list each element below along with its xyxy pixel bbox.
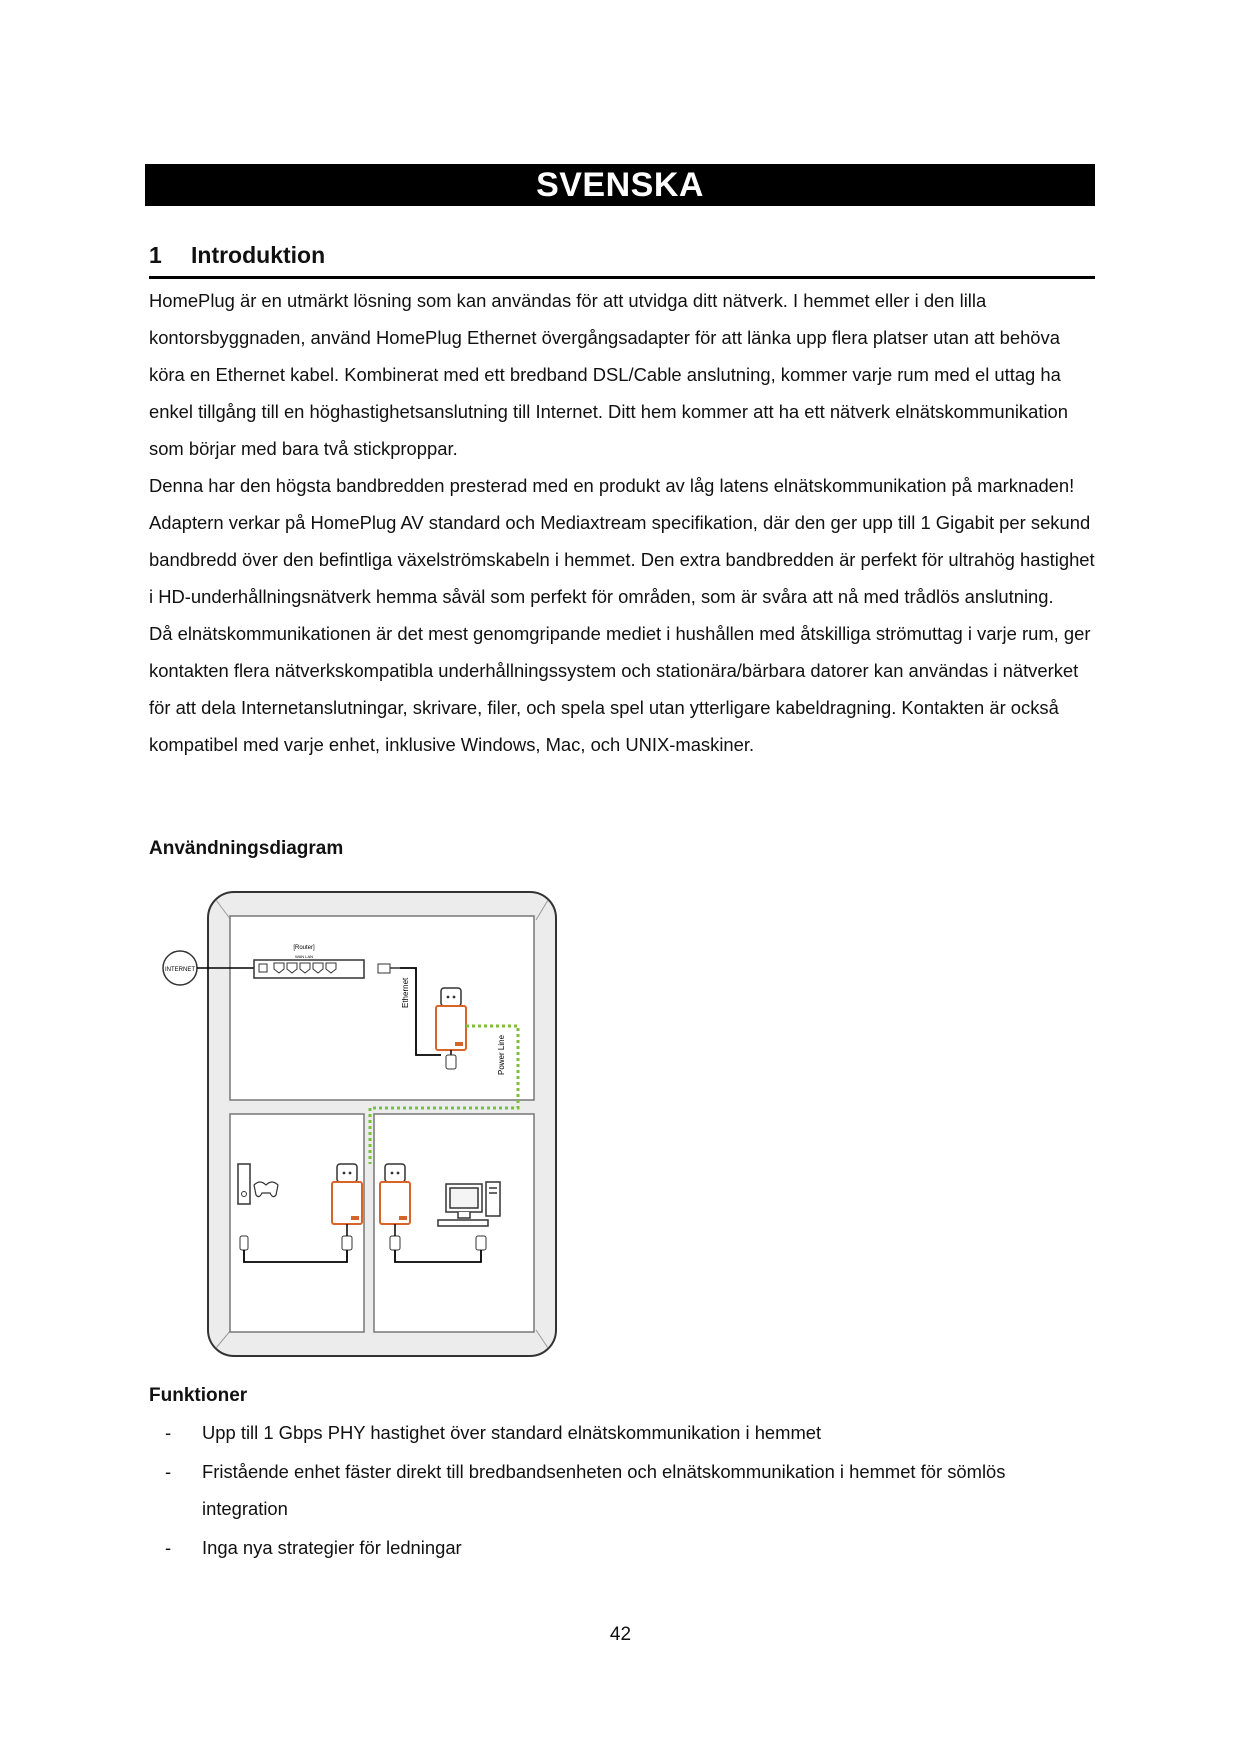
paragraph: HomePlug är en utmärkt lösning som kan användas för att utvidga ditt nätverk. I hemmet eller i den lilla kontorsbyggnaden, använd HomePlug Ethernet övergångsadapter för att länka upp flera platser utan att behöva köra en Ethernet kabel. Kombinerat med ett bredband DSL/Cable anslutning, kommer varje rum med el uttag ha enkel tillgång till en höghastighetsanslutning till Internet. Ditt hem kommer att ha ett nätverk elnätskommunikation som börjar med bara två stickproppar. <box>149 290 1068 459</box>
router-label: [Router] <box>293 945 315 951</box>
usage-diagram <box>146 880 786 1358</box>
list-item: - Inga nya strategier för ledningar <box>165 1537 462 1558</box>
page-number: 42 <box>609 1624 632 1645</box>
features-list <box>149 1414 1095 1566</box>
section-heading <box>149 242 1095 279</box>
internet-label: INTERNET <box>165 967 195 973</box>
router-icon <box>254 960 364 978</box>
paragraph: Då elnätskommunikationen är det mest genomgripande mediet i hushållen med åtskilliga strömuttag i varje rum, ger kontakten flera nätverkskompatibla underhållningssystem och stationära/bärbara datorer kan användas i nätverket för att dela Internetanslutningar, skrivare, filer, och spela spel utan ytterligare kabeldragning. Kontakten är också kompatibel med varje enhet, inklusive Windows, Mac, och UNIX-maskiner. <box>149 623 1091 755</box>
room-upper <box>230 916 534 1100</box>
adapter-lower-left-icon <box>332 1164 362 1224</box>
section-title: Introduktion <box>191 242 326 268</box>
router-port-labels: WAN LAN <box>294 954 314 959</box>
list-item: - Upp till 1 Gbps PHY hastighet över standard elnätskommunikation i hemmet <box>165 1422 822 1443</box>
adapter-lower-right-icon <box>380 1164 410 1224</box>
features-heading: Funktioner <box>149 1385 248 1406</box>
language-banner: SVENSKA <box>145 164 1095 206</box>
diagram-heading: Användningsdiagram <box>149 838 344 859</box>
section-number: 1 <box>149 242 162 268</box>
ethernet-label: Ethernet <box>401 977 410 1008</box>
powerline-label: Power Line <box>497 1034 506 1075</box>
intro-text <box>149 282 1095 763</box>
paragraph: Denna har den högsta bandbredden presterad med en produkt av låg latens elnätskommunikation på marknaden! Adaptern verkar på HomePlug AV standard och Mediaxtream specifikation, där den ger upp till 1 Gigabit per sekund bandbredd över den befintliga växelströmskabeln i hemmet. Den extra bandbredden är perfekt för ultrahög hastighet i HD-underhållningsnätverk hemma såväl som perfekt för områden, som är svåra att nå med trådlös anslutning. <box>149 475 1095 607</box>
list-item: - Fristående enhet fäster direkt till bredbandsenheten och elnätskommunikation i hemmet för sömlös integration <box>165 1461 1006 1519</box>
adapter-top-icon <box>436 988 466 1050</box>
